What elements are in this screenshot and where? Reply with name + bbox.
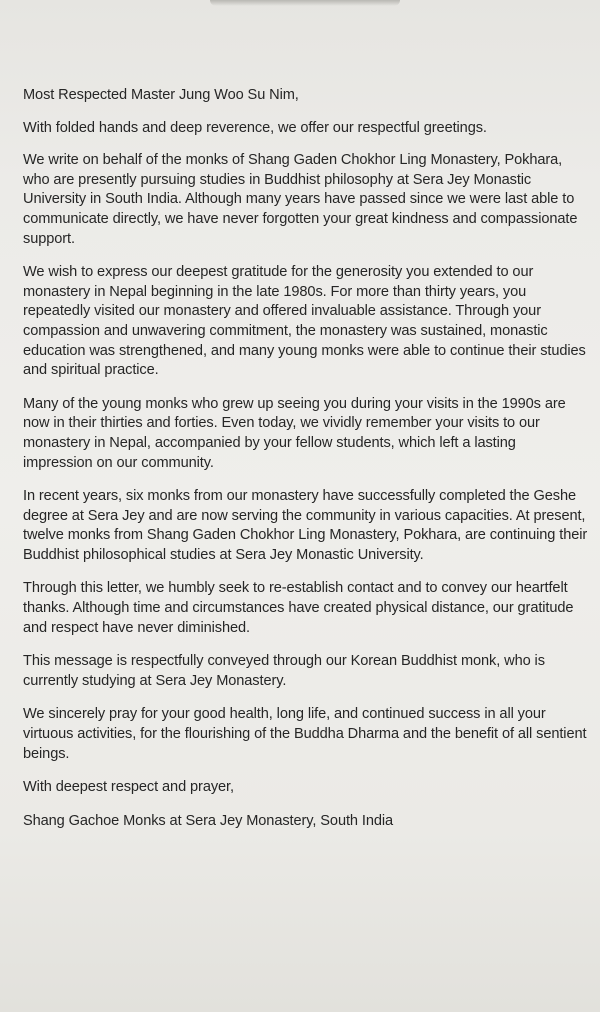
letter-paragraph-7: We sincerely pray for your good health, long life, and continued success in all your virtuous activities, for the flourishing of the Buddha Dharma and the benefit of all sentient beings. bbox=[23, 706, 587, 762]
letter-closing: With deepest respect and prayer, bbox=[23, 779, 234, 796]
letter-paragraph-6: This message is respectfully conveyed through our Korean Buddhist monk, who is currently studying at Sera Jey Monastery. bbox=[23, 653, 545, 689]
letter-signature: Shang Gachoe Monks at Sera Jey Monastery, South India bbox=[23, 812, 394, 829]
paper-fold-shadow bbox=[210, 0, 400, 6]
letter-paragraph-1: We write on behalf of the monks of Shang Gaden Chokhor Ling Monastery, Pokhara, who are presently pursuing studies in Buddhist philosophy at Sera Jey Monastic University in South India. Although many years have passed since we were last able to communicate directly, we have never forgotten your great kindness and compassionate support. bbox=[23, 152, 578, 247]
letter-paragraph-4: In recent years, six monks from our monastery have successfully completed the Geshe degree at Sera Jey and are now serving the community in various capacities. At present, twelve monks from Shang Gaden Chokhor Ling Monastery, Pokhara, are continuing their Buddhist philosophical studies at Sera Jey Monastic University. bbox=[23, 488, 588, 563]
letter-salutation: Most Respected Master Jung Woo Su Nim, bbox=[23, 87, 299, 103]
letter-body bbox=[23, 86, 588, 831]
letter-paragraph-5: Through this letter, we humbly seek to re-establish contact and to convey our heartfelt thanks. Although time and circumstances have created physical distance, our gratitude and respect have never diminished. bbox=[23, 580, 574, 636]
letter-greeting: With folded hands and deep reverence, we offer our respectful greetings. bbox=[23, 119, 487, 136]
letter-paragraph-2: We wish to express our deepest gratitude for the generosity you extended to our monastery in Nepal beginning in the late 1980s. For more than thirty years, you repeatedly visited our monastery and offered invaluable assistance. Through your compassion and unwavering commitment, the monastery was sustained, monastic education was strengthened, and many young monks were able to continue their studies and spiritual practice. bbox=[23, 264, 586, 379]
letter-paragraph-3: Many of the young monks who grew up seeing you during your visits in the 1990s are now in their thirties and forties. Even today, we vividly remember your visits to our monastery in Nepal, accompanied by your fellow students, which left a lasting impression on our community. bbox=[23, 395, 566, 471]
